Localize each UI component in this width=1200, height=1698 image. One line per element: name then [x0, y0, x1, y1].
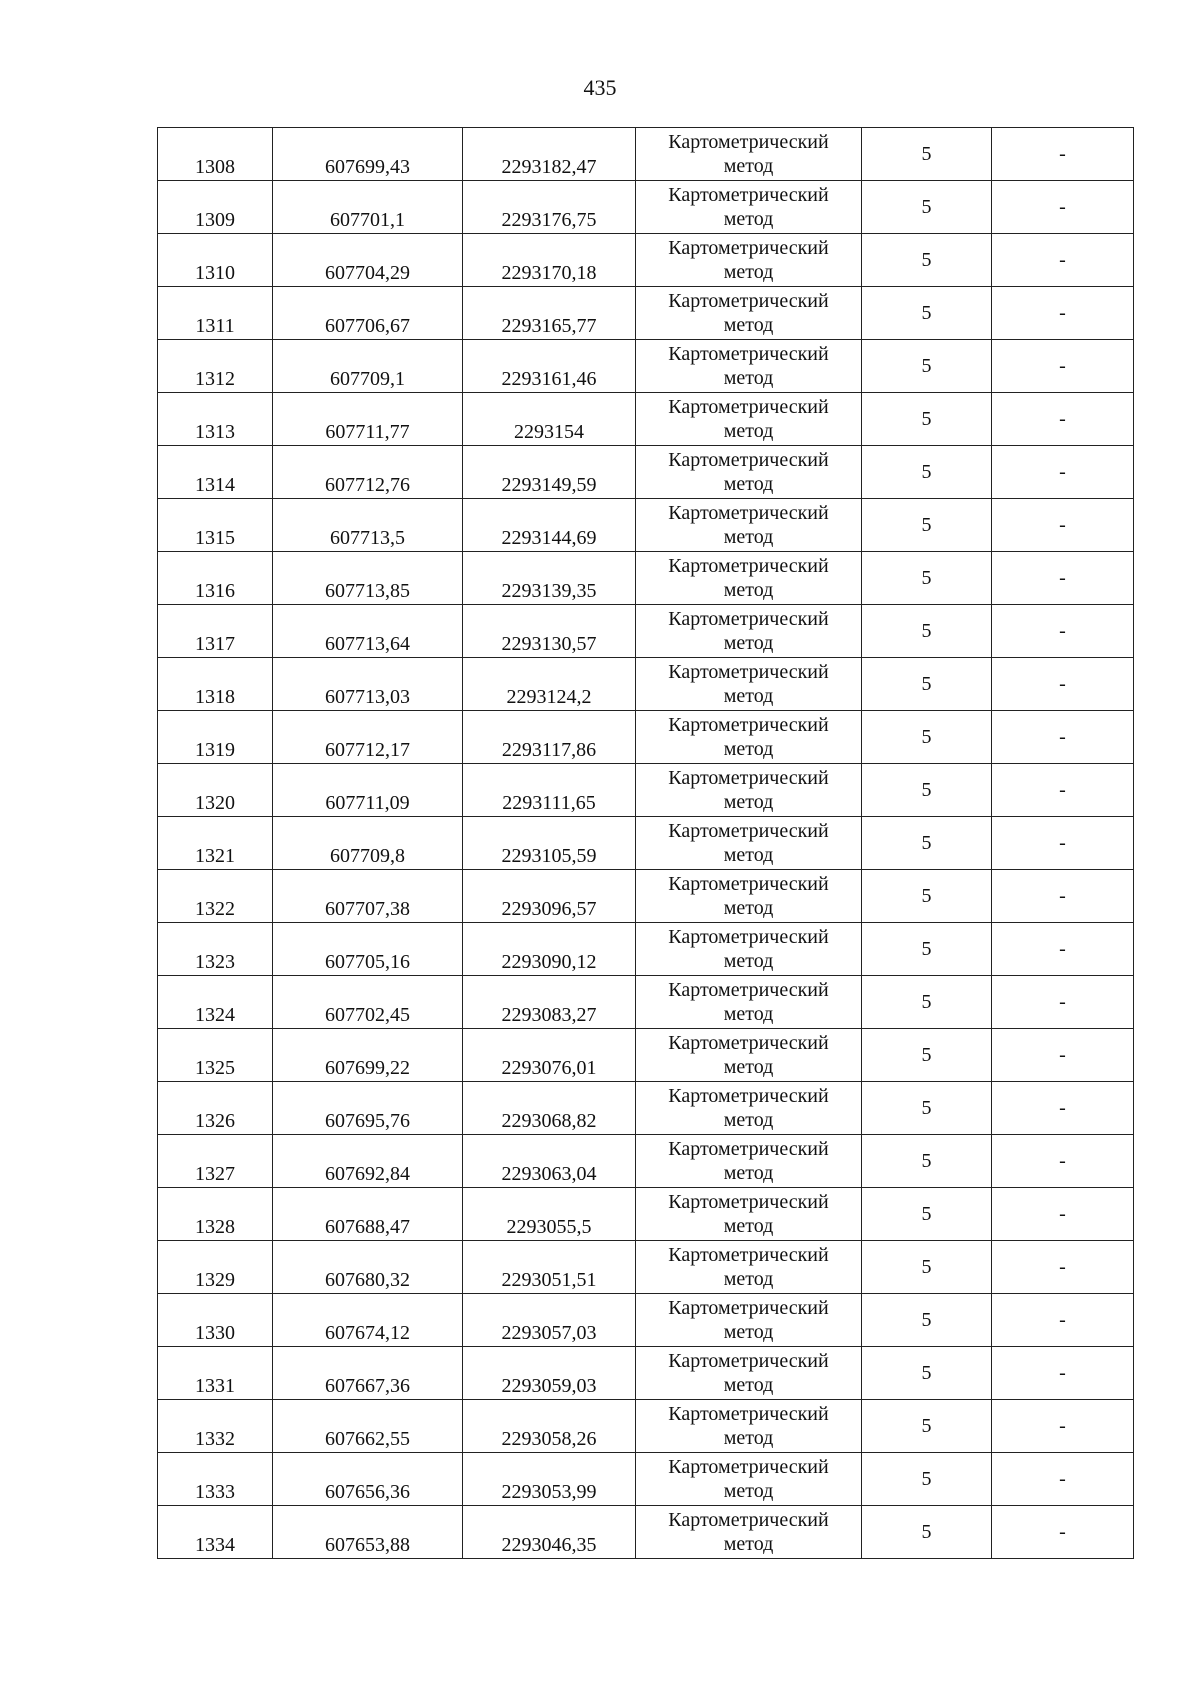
method-cell — [636, 340, 862, 393]
y-coordinate-cell: 2293059,03 — [463, 1347, 636, 1400]
method-line-2: метод — [723, 897, 774, 919]
note-cell: - — [992, 1453, 1134, 1506]
method-cell — [636, 764, 862, 817]
table-row — [158, 817, 1134, 870]
y-coordinate-cell: 2293068,82 — [463, 1082, 636, 1135]
method-line-2: метод — [723, 526, 774, 548]
precision-cell: 5 — [862, 923, 992, 976]
note-cell: - — [992, 764, 1134, 817]
x-coordinate-cell: 607713,64 — [273, 605, 463, 658]
method-line-1: Картометрический — [668, 1244, 829, 1266]
table-row — [158, 552, 1134, 605]
y-coordinate-cell: 2293046,35 — [463, 1506, 636, 1559]
x-coordinate-cell: 607667,36 — [273, 1347, 463, 1400]
table-row — [158, 128, 1134, 181]
method-line-2: метод — [723, 367, 774, 389]
method-line-2: метод — [723, 844, 774, 866]
y-coordinate-cell: 2293076,01 — [463, 1029, 636, 1082]
y-coordinate-cell: 2293124,2 — [463, 658, 636, 711]
y-coordinate-cell: 2293165,77 — [463, 287, 636, 340]
note-cell: - — [992, 976, 1134, 1029]
point-number-cell: 1314 — [158, 446, 273, 499]
point-number-cell: 1325 — [158, 1029, 273, 1082]
method-cell — [636, 605, 862, 658]
table-row — [158, 923, 1134, 976]
note-cell: - — [992, 181, 1134, 234]
precision-cell: 5 — [862, 658, 992, 711]
method-cell — [636, 234, 862, 287]
y-coordinate-cell: 2293083,27 — [463, 976, 636, 1029]
method-line-2: метод — [723, 1533, 774, 1555]
y-coordinate-cell: 2293055,5 — [463, 1188, 636, 1241]
method-cell — [636, 658, 862, 711]
method-line-1: Картометрический — [668, 661, 829, 683]
x-coordinate-cell: 607712,76 — [273, 446, 463, 499]
precision-cell: 5 — [862, 499, 992, 552]
y-coordinate-cell: 2293057,03 — [463, 1294, 636, 1347]
note-cell: - — [992, 1506, 1134, 1559]
x-coordinate-cell: 607709,8 — [273, 817, 463, 870]
method-cell — [636, 1294, 862, 1347]
point-number-cell: 1332 — [158, 1400, 273, 1453]
note-cell: - — [992, 817, 1134, 870]
note-cell: - — [992, 711, 1134, 764]
method-line-1: Картометрический — [668, 396, 829, 418]
point-number-cell: 1333 — [158, 1453, 273, 1506]
method-line-2: метод — [723, 1268, 774, 1290]
method-line-1: Картометрический — [668, 608, 829, 630]
method-line-1: Картометрический — [668, 1297, 829, 1319]
method-cell — [636, 1453, 862, 1506]
table-row — [158, 605, 1134, 658]
table-row — [158, 1082, 1134, 1135]
method-cell — [636, 1400, 862, 1453]
method-line-1: Картометрический — [668, 184, 829, 206]
precision-cell: 5 — [862, 605, 992, 658]
table-row — [158, 658, 1134, 711]
method-line-1: Картометрический — [668, 131, 829, 153]
method-cell — [636, 1241, 862, 1294]
method-cell — [636, 499, 862, 552]
x-coordinate-cell: 607707,38 — [273, 870, 463, 923]
method-cell — [636, 287, 862, 340]
method-cell — [636, 1029, 862, 1082]
point-number-cell: 1316 — [158, 552, 273, 605]
table-row — [158, 393, 1134, 446]
method-cell — [636, 923, 862, 976]
note-cell: - — [992, 1241, 1134, 1294]
method-cell — [636, 1347, 862, 1400]
method-line-1: Картометрический — [668, 1138, 829, 1160]
table-body — [158, 128, 1134, 1559]
y-coordinate-cell: 2293053,99 — [463, 1453, 636, 1506]
table-row — [158, 287, 1134, 340]
table-row — [158, 499, 1134, 552]
method-line-1: Картометрический — [668, 237, 829, 259]
method-cell — [636, 1135, 862, 1188]
x-coordinate-cell: 607688,47 — [273, 1188, 463, 1241]
note-cell: - — [992, 658, 1134, 711]
method-line-2: метод — [723, 314, 774, 336]
point-number-cell: 1328 — [158, 1188, 273, 1241]
point-number-cell: 1313 — [158, 393, 273, 446]
table-row — [158, 446, 1134, 499]
note-cell: - — [992, 1400, 1134, 1453]
method-line-2: метод — [723, 791, 774, 813]
note-cell: - — [992, 128, 1134, 181]
point-number-cell: 1331 — [158, 1347, 273, 1400]
precision-cell: 5 — [862, 446, 992, 499]
note-cell: - — [992, 234, 1134, 287]
method-line-2: метод — [723, 261, 774, 283]
x-coordinate-cell: 607702,45 — [273, 976, 463, 1029]
y-coordinate-cell: 2293090,12 — [463, 923, 636, 976]
page-number: 435 — [583, 75, 617, 100]
table-row — [158, 1400, 1134, 1453]
note-cell: - — [992, 552, 1134, 605]
x-coordinate-cell: 607653,88 — [273, 1506, 463, 1559]
note-cell: - — [992, 1294, 1134, 1347]
x-coordinate-cell: 607695,76 — [273, 1082, 463, 1135]
point-number-cell: 1323 — [158, 923, 273, 976]
method-line-1: Картометрический — [668, 1509, 829, 1531]
precision-cell: 5 — [862, 1347, 992, 1400]
method-line-1: Картометрический — [668, 343, 829, 365]
table-row — [158, 1294, 1134, 1347]
method-line-2: метод — [723, 1321, 774, 1343]
x-coordinate-cell: 607705,16 — [273, 923, 463, 976]
table-row — [158, 181, 1134, 234]
method-line-1: Картометрический — [668, 873, 829, 895]
note-cell: - — [992, 393, 1134, 446]
x-coordinate-cell: 607713,85 — [273, 552, 463, 605]
y-coordinate-cell: 2293170,18 — [463, 234, 636, 287]
precision-cell: 5 — [862, 1453, 992, 1506]
note-cell: - — [992, 1082, 1134, 1135]
point-number-cell: 1322 — [158, 870, 273, 923]
method-cell — [636, 870, 862, 923]
y-coordinate-cell: 2293144,69 — [463, 499, 636, 552]
precision-cell: 5 — [862, 1082, 992, 1135]
x-coordinate-cell: 607699,22 — [273, 1029, 463, 1082]
method-line-1: Картометрический — [668, 555, 829, 577]
note-cell: - — [992, 499, 1134, 552]
precision-cell: 5 — [862, 976, 992, 1029]
point-number-cell: 1324 — [158, 976, 273, 1029]
x-coordinate-cell: 607656,36 — [273, 1453, 463, 1506]
method-line-1: Картометрический — [668, 820, 829, 842]
method-line-1: Картометрический — [668, 1032, 829, 1054]
precision-cell: 5 — [862, 393, 992, 446]
method-line-2: метод — [723, 738, 774, 760]
y-coordinate-cell: 2293154 — [463, 393, 636, 446]
precision-cell: 5 — [862, 181, 992, 234]
method-line-2: метод — [723, 579, 774, 601]
y-coordinate-cell: 2293063,04 — [463, 1135, 636, 1188]
note-cell: - — [992, 923, 1134, 976]
precision-cell: 5 — [862, 1506, 992, 1559]
point-number-cell: 1311 — [158, 287, 273, 340]
precision-cell: 5 — [862, 764, 992, 817]
y-coordinate-cell: 2293058,26 — [463, 1400, 636, 1453]
y-coordinate-cell: 2293130,57 — [463, 605, 636, 658]
precision-cell: 5 — [862, 287, 992, 340]
x-coordinate-cell: 607711,77 — [273, 393, 463, 446]
method-line-1: Картометрический — [668, 290, 829, 312]
point-number-cell: 1329 — [158, 1241, 273, 1294]
table-row — [158, 1347, 1134, 1400]
x-coordinate-cell: 607662,55 — [273, 1400, 463, 1453]
method-line-1: Картометрический — [668, 1085, 829, 1107]
precision-cell: 5 — [862, 711, 992, 764]
precision-cell: 5 — [862, 1400, 992, 1453]
precision-cell: 5 — [862, 870, 992, 923]
y-coordinate-cell: 2293051,51 — [463, 1241, 636, 1294]
point-number-cell: 1318 — [158, 658, 273, 711]
method-line-1: Картометрический — [668, 767, 829, 789]
method-line-2: метод — [723, 1480, 774, 1502]
y-coordinate-cell: 2293176,75 — [463, 181, 636, 234]
y-coordinate-cell: 2293117,86 — [463, 711, 636, 764]
x-coordinate-cell: 607674,12 — [273, 1294, 463, 1347]
method-line-2: метод — [723, 208, 774, 230]
method-cell — [636, 446, 862, 499]
method-line-2: метод — [723, 155, 774, 177]
method-line-2: метод — [723, 420, 774, 442]
point-number-cell: 1308 — [158, 128, 273, 181]
note-cell: - — [992, 1347, 1134, 1400]
point-number-cell: 1326 — [158, 1082, 273, 1135]
method-cell — [636, 1188, 862, 1241]
precision-cell: 5 — [862, 1241, 992, 1294]
method-line-2: метод — [723, 1109, 774, 1131]
method-line-1: Картометрический — [668, 1456, 829, 1478]
x-coordinate-cell: 607704,29 — [273, 234, 463, 287]
x-coordinate-cell: 607713,5 — [273, 499, 463, 552]
method-cell — [636, 552, 862, 605]
method-line-2: метод — [723, 685, 774, 707]
point-number-cell: 1312 — [158, 340, 273, 393]
table-row — [158, 234, 1134, 287]
method-line-2: метод — [723, 1056, 774, 1078]
precision-cell: 5 — [862, 340, 992, 393]
method-cell — [636, 393, 862, 446]
precision-cell: 5 — [862, 1029, 992, 1082]
method-line-2: метод — [723, 1162, 774, 1184]
note-cell: - — [992, 340, 1134, 393]
y-coordinate-cell: 2293149,59 — [463, 446, 636, 499]
table-row — [158, 1241, 1134, 1294]
method-line-1: Картометрический — [668, 1191, 829, 1213]
point-number-cell: 1320 — [158, 764, 273, 817]
table-row — [158, 1453, 1134, 1506]
table-row — [158, 764, 1134, 817]
x-coordinate-cell: 607711,09 — [273, 764, 463, 817]
table-row — [158, 1188, 1134, 1241]
y-coordinate-cell: 2293105,59 — [463, 817, 636, 870]
table-row — [158, 1135, 1134, 1188]
method-cell — [636, 817, 862, 870]
y-coordinate-cell: 2293111,65 — [463, 764, 636, 817]
point-number-cell: 1334 — [158, 1506, 273, 1559]
point-number-cell: 1330 — [158, 1294, 273, 1347]
method-line-1: Картометрический — [668, 449, 829, 471]
method-line-1: Картометрический — [668, 1403, 829, 1425]
point-number-cell: 1327 — [158, 1135, 273, 1188]
table-row — [158, 1506, 1134, 1559]
method-cell — [636, 128, 862, 181]
method-line-2: метод — [723, 1003, 774, 1025]
method-line-1: Картометрический — [668, 1350, 829, 1372]
y-coordinate-cell: 2293161,46 — [463, 340, 636, 393]
x-coordinate-cell: 607713,03 — [273, 658, 463, 711]
point-number-cell: 1310 — [158, 234, 273, 287]
y-coordinate-cell: 2293096,57 — [463, 870, 636, 923]
method-cell — [636, 976, 862, 1029]
note-cell: - — [992, 1135, 1134, 1188]
precision-cell: 5 — [862, 817, 992, 870]
precision-cell: 5 — [862, 1294, 992, 1347]
table-row — [158, 340, 1134, 393]
point-number-cell: 1321 — [158, 817, 273, 870]
precision-cell: 5 — [862, 1188, 992, 1241]
note-cell: - — [992, 1029, 1134, 1082]
x-coordinate-cell: 607692,84 — [273, 1135, 463, 1188]
method-line-2: метод — [723, 1427, 774, 1449]
method-line-1: Картометрический — [668, 502, 829, 524]
point-number-cell: 1309 — [158, 181, 273, 234]
table-row — [158, 1029, 1134, 1082]
method-line-2: метод — [723, 1215, 774, 1237]
note-cell: - — [992, 870, 1134, 923]
method-line-2: метод — [723, 1374, 774, 1396]
note-cell: - — [992, 1188, 1134, 1241]
method-cell — [636, 1082, 862, 1135]
x-coordinate-cell: 607701,1 — [273, 181, 463, 234]
method-cell — [636, 181, 862, 234]
method-line-2: метод — [723, 950, 774, 972]
note-cell: - — [992, 446, 1134, 499]
precision-cell: 5 — [862, 552, 992, 605]
table-row — [158, 976, 1134, 1029]
x-coordinate-cell: 607712,17 — [273, 711, 463, 764]
point-number-cell: 1319 — [158, 711, 273, 764]
method-cell — [636, 1506, 862, 1559]
x-coordinate-cell: 607706,67 — [273, 287, 463, 340]
table-row — [158, 870, 1134, 923]
precision-cell: 5 — [862, 128, 992, 181]
point-number-cell: 1315 — [158, 499, 273, 552]
method-line-1: Картометрический — [668, 979, 829, 1001]
coordinates-table — [157, 127, 1134, 1559]
method-line-2: метод — [723, 632, 774, 654]
y-coordinate-cell: 2293139,35 — [463, 552, 636, 605]
note-cell: - — [992, 287, 1134, 340]
precision-cell: 5 — [862, 1135, 992, 1188]
precision-cell: 5 — [862, 234, 992, 287]
method-line-2: метод — [723, 473, 774, 495]
method-line-1: Картометрический — [668, 714, 829, 736]
x-coordinate-cell: 607709,1 — [273, 340, 463, 393]
x-coordinate-cell: 607699,43 — [273, 128, 463, 181]
table-row — [158, 711, 1134, 764]
x-coordinate-cell: 607680,32 — [273, 1241, 463, 1294]
note-cell: - — [992, 605, 1134, 658]
method-line-1: Картометрический — [668, 926, 829, 948]
y-coordinate-cell: 2293182,47 — [463, 128, 636, 181]
method-cell — [636, 711, 862, 764]
point-number-cell: 1317 — [158, 605, 273, 658]
